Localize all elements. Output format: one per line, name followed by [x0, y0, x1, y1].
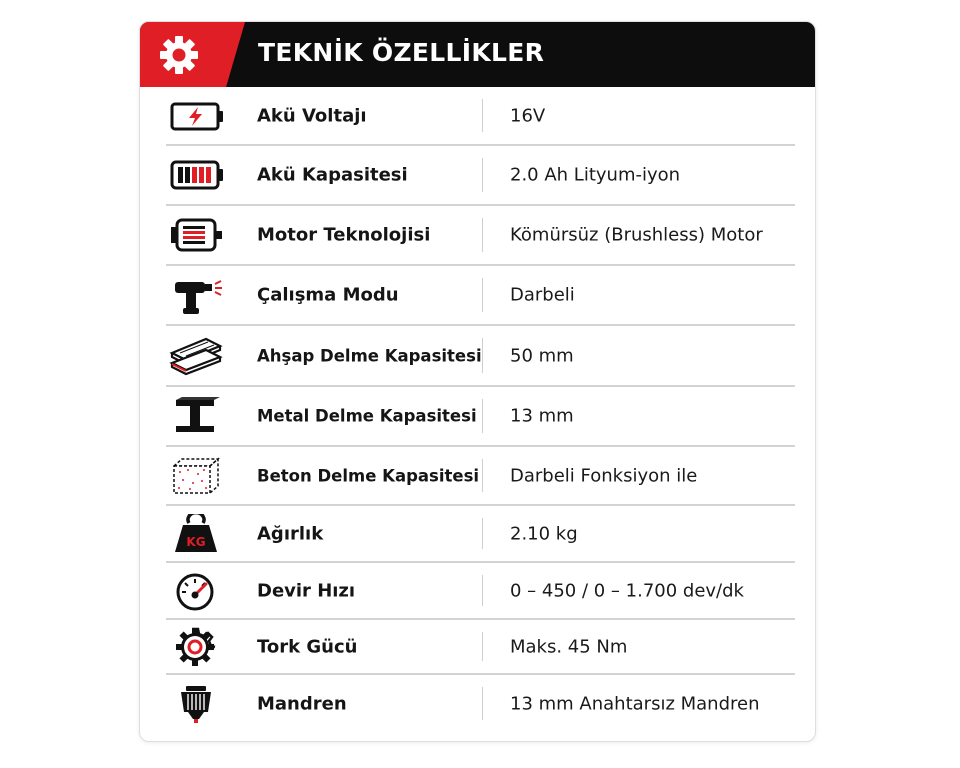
concrete-block-icon [168, 456, 226, 496]
spec-row-weight [166, 506, 795, 563]
spec-row-concrete [166, 447, 795, 506]
spec-value: Maks. 45 Nm [510, 636, 628, 657]
column-divider [482, 687, 483, 720]
spec-label: Devir Hızı [257, 580, 356, 601]
spec-label: Akü Voltajı [257, 105, 367, 126]
spec-value: Kömürsüz (Brushless) Motor [510, 224, 763, 246]
column-divider [482, 575, 483, 606]
column-divider [482, 338, 483, 373]
speedometer-icon [168, 571, 226, 611]
spec-label: Metal Delme Kapasitesi [257, 406, 477, 426]
column-divider [482, 399, 483, 433]
spec-row-battery-voltage [166, 87, 795, 146]
spec-value: Darbeli Fonksiyon ile [510, 465, 698, 486]
spec-value: 13 mm Anahtarsız Mandren [510, 693, 760, 714]
spec-label: Ahşap Delme Kapasitesi [257, 346, 482, 365]
spec-label: Mandren [257, 693, 347, 714]
spec-value: 0 – 450 / 0 – 1.700 dev/dk [510, 580, 744, 601]
wood-planks-icon [168, 336, 226, 376]
column-divider [482, 518, 483, 549]
column-divider [482, 632, 483, 661]
gear-icon [158, 34, 200, 76]
spec-label: Akü Kapasitesi [257, 164, 408, 186]
spec-row-torque [166, 620, 795, 675]
spec-label: Motor Teknolojisi [257, 224, 431, 246]
weight-kg-icon [168, 514, 226, 554]
motor-icon [168, 215, 226, 255]
spec-row-motor [166, 206, 795, 266]
spec-value: 50 mm [510, 345, 574, 366]
column-divider [482, 218, 483, 252]
spec-row-chuck [166, 675, 795, 732]
steel-beam-icon [168, 396, 226, 436]
impact-drill-icon [168, 275, 226, 315]
spec-label: Ağırlık [257, 523, 324, 544]
column-divider [482, 99, 483, 132]
spec-row-speed [166, 563, 795, 620]
spec-row-wood [166, 326, 795, 387]
section-title: TEKNİK ÖZELLİKLER [258, 38, 545, 67]
spec-value: 2.0 Ah Lityum-iyon [510, 164, 681, 186]
spec-header [140, 22, 816, 87]
battery-bolt-icon [168, 96, 226, 136]
spec-value: 2.10 kg [510, 523, 578, 544]
spec-row-mode [166, 266, 795, 326]
spec-value: 16V [510, 105, 546, 126]
torque-gear-icon [168, 627, 226, 667]
column-divider [482, 158, 483, 192]
spec-card [139, 21, 816, 742]
spec-table [166, 87, 795, 732]
spec-value: 13 mm [510, 405, 574, 427]
spec-value: Darbeli [510, 284, 575, 306]
column-divider [482, 278, 483, 312]
spec-row-battery-capacity [166, 146, 795, 206]
spec-label: Beton Delme Kapasitesi [257, 466, 480, 485]
spec-row-metal [166, 387, 795, 447]
column-divider [482, 459, 483, 492]
spec-label: Çalışma Modu [257, 284, 399, 306]
drill-chuck-icon [168, 684, 226, 724]
spec-label: Tork Gücü [257, 636, 358, 657]
battery-level-icon [168, 155, 226, 195]
weight-icon-text: KG [186, 534, 206, 549]
